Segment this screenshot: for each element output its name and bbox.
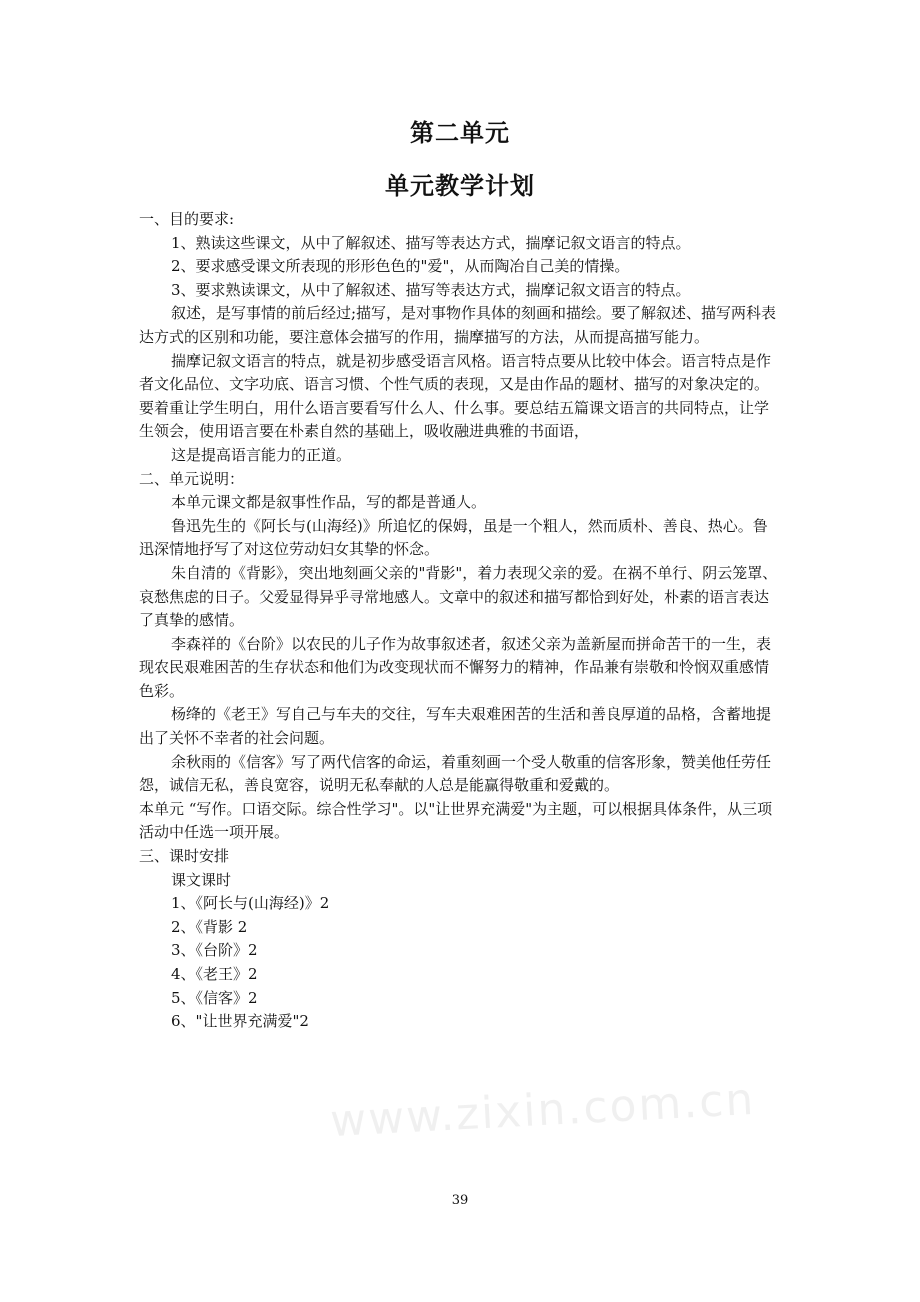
list-item: 3、《台阶》2: [171, 941, 258, 960]
section-heading: 一、目的要求:: [139, 210, 235, 228]
paragraph: 杨绛的《老王》写自己与车夫的交往，写车夫艰难困苦的生活和善良厚道的品格，含蓄地提出了关怀不幸者的社会问题。: [139, 705, 772, 748]
watermark: www.zixin.com.cn: [328, 1073, 757, 1148]
paragraph: 余秋雨的《信客》写了两代信客的命运，着重刻画一个受人敬重的信客形象，赞美他任劳任怨，诚信无私，善良宽容，说明无私奉献的人总是能赢得敬重和爱戴的。: [139, 752, 772, 795]
plan-title: 单元教学计划: [385, 171, 535, 200]
paragraph: 这是提高语言能力的正道。: [171, 445, 352, 464]
document-body: [139, 208, 779, 1034]
list-item: 4、《老王》2: [171, 965, 258, 983]
paragraph: 3、要求熟读课文，从中了解叙述、描写等表达方式，揣摩记叙文语言的特点。: [171, 280, 691, 299]
paragraph: 揣摩记叙文语言的特点，就是初步感受语言风格。语言特点要从比较中体会。语言特点是作者文化品位、文字功底、语言习惯、个性气质的表现，又是由作品的题材、描写的对象决定的。要着重让学生明白，用什么语言要看写什么人、什么事。要总结五篇课文语言的共同特点，让学生领会，使用语言要在朴素自然的基础上，吸收融进典雅的书面语，: [139, 351, 772, 441]
paragraph: 叙述，是写事情的前后经过;描写，是对事物作具体的刻画和描绘。要了解叙述、描写两科表达方式的区别和功能，要注意体会描写的作用，揣摩描写的方法，从而提高描写能力。: [139, 304, 777, 346]
list-item: 2、《背影 2: [171, 917, 248, 936]
section-heading: 二、单元说明：: [139, 469, 245, 488]
paragraph: 鲁迅先生的《阿长与(山海经)》所追忆的保姆，虽是一个粗人，然而质朴、善良、热心。鲁迅深情地抒写了对这位劳动妇女其挚的怀念。: [139, 516, 768, 559]
list-item: 1、《阿长与(山海经)》2: [171, 894, 330, 913]
section-heading: 三、课时安排: [139, 847, 230, 866]
list-item: 课文课时: [171, 870, 232, 889]
paragraph: 朱自清的《背影》，突出地刻画父亲的"背影"，着力表现父亲的爱。在祸不单行、阴云笼罩、哀愁焦虑的日子。父爱显得异乎寻常地感人。文章中的叙述和描写都恰到好处，朴素的语言表达了真挚的感情。: [139, 563, 778, 630]
list-item: 6、"让世界充满爱"2: [171, 1012, 309, 1031]
paragraph: 本单元课文都是叙事性作品，写的都是普通人。: [171, 493, 487, 512]
page-number: 39: [451, 1193, 469, 1208]
paragraph: 本单元 “写作。口语交际。综合性学习"。以"让世界充满爱"为主题，可以根据具体条件，从三项活动中任选一项开展。: [139, 799, 773, 842]
paragraph: 2、要求感受课文所表现的形形色色的"爱"，从而陶冶自己美的情操。: [171, 257, 630, 276]
list-item: 5、《信客》2: [171, 988, 258, 1007]
unit-title: 第二单元: [410, 118, 510, 147]
paragraph: 李森祥的《台阶》以农民的儿子作为故事叙述者，叙述父亲为盖新屋而拼命苦干的一生，表现农民艰难困苦的生存状态和他们为改变现状而不懈努力的精神，作品兼有崇敬和怜悯双重感情色彩。: [139, 634, 772, 700]
paragraph: 1、熟读这些课文，从中了解叙述、描写等表达方式，揣摩记叙文语言的特点。: [171, 233, 691, 252]
